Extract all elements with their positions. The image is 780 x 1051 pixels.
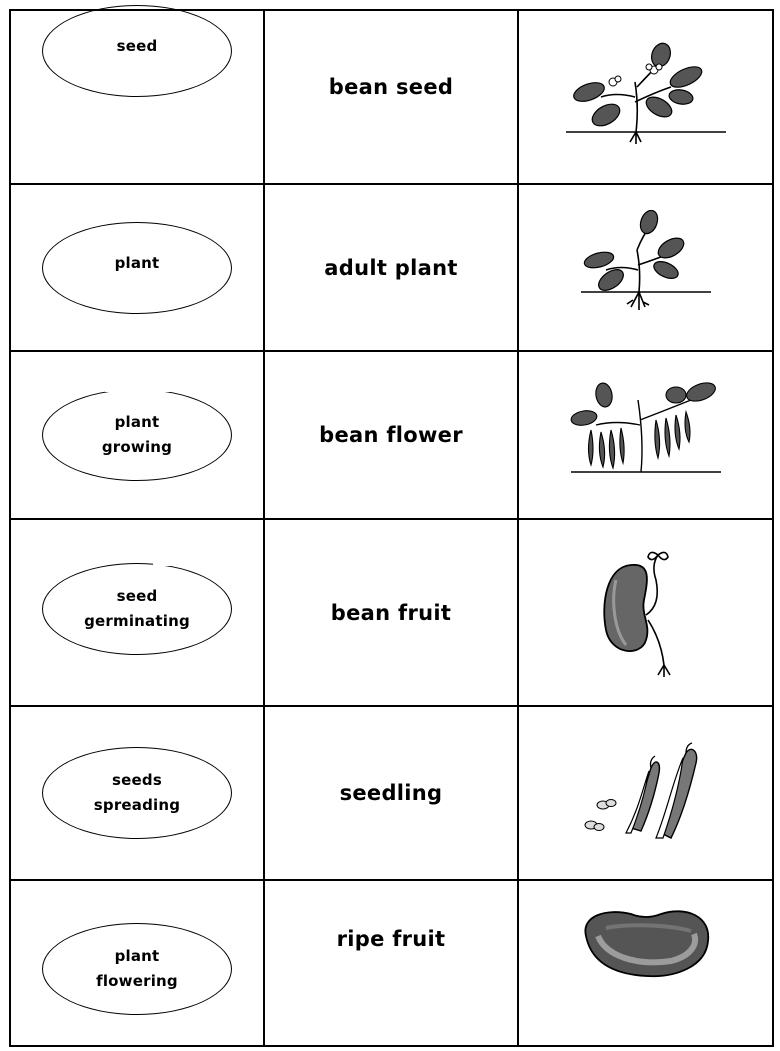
stage-cell <box>10 10 264 184</box>
table-row <box>10 351 773 519</box>
picture-cell <box>518 880 773 1046</box>
picture-cell <box>518 519 773 706</box>
oval-gap <box>105 388 185 392</box>
stage-oval <box>42 563 232 655</box>
bean-life-cycle-table <box>9 9 774 1047</box>
stage-name: bean seed <box>328 75 454 99</box>
stage-label: seed germinating <box>84 586 190 630</box>
stage-name: bean flower <box>319 423 463 447</box>
table-row <box>10 706 773 880</box>
oval-gap <box>51 922 71 926</box>
stage-oval <box>42 222 232 314</box>
stage-label: plant <box>114 254 160 272</box>
name-cell <box>264 706 518 880</box>
oval-gap <box>201 922 225 926</box>
name-cell <box>264 184 518 351</box>
stage-name: ripe fruit <box>336 927 446 951</box>
picture-cell <box>518 10 773 184</box>
flowering-plant-icon <box>561 37 731 157</box>
stage-oval <box>42 747 232 839</box>
oval-gap <box>153 562 213 566</box>
stage-name: seedling <box>339 781 443 805</box>
name-cell <box>264 519 518 706</box>
stage-label: seeds spreading <box>93 771 181 814</box>
germinating-bean-icon <box>596 545 696 680</box>
stage-label: seed <box>116 36 158 55</box>
table-row <box>10 519 773 706</box>
stage-name: adult plant <box>324 255 458 280</box>
table-row <box>10 10 773 184</box>
table-row <box>10 880 773 1046</box>
stage-name: bean fruit <box>330 600 452 625</box>
stage-label: plant growing <box>101 413 173 456</box>
name-cell <box>264 880 518 1046</box>
name-cell <box>264 10 518 184</box>
stage-cell <box>10 351 264 519</box>
stage-cell <box>10 706 264 880</box>
bean-seed-icon <box>576 906 716 986</box>
stage-cell <box>10 184 264 351</box>
stage-oval <box>42 5 232 97</box>
young-plant-icon <box>571 210 721 325</box>
stage-oval <box>42 923 232 1015</box>
stage-label: plant flowering <box>96 947 178 990</box>
stage-oval <box>42 389 232 481</box>
name-cell <box>264 351 518 519</box>
picture-cell <box>518 706 773 880</box>
picture-cell <box>518 351 773 519</box>
table-row <box>10 184 773 351</box>
stage-cell <box>10 519 264 706</box>
stage-cell <box>10 880 264 1046</box>
plant-with-pods-icon <box>566 380 726 490</box>
open-pods-icon <box>571 733 721 853</box>
picture-cell <box>518 184 773 351</box>
